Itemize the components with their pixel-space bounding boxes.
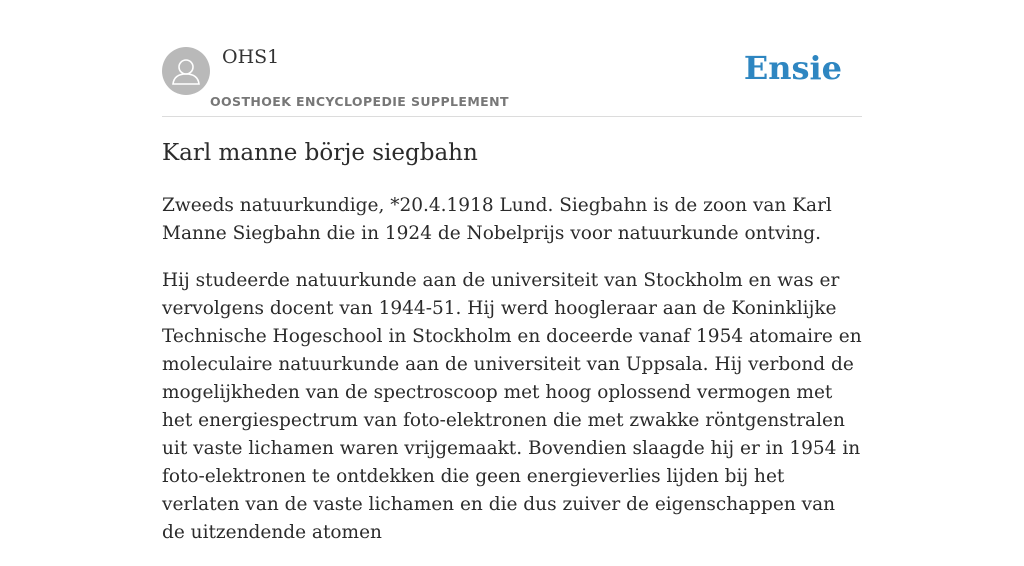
brand-logo[interactable]: Ensie	[743, 49, 842, 87]
article-body	[162, 192, 862, 566]
paragraph: Hij studeerde natuurkunde aan de universiteit van Stockholm en was er vervolgens docent van 1944-51. Hij werd hoogleraar aan de Koninklijke Technische Hogeschool in Stockholm en doceerde vanaf 1954 atomaire en moleculaire natuurkunde aan de universiteit van Uppsala. Hij verbond de mogelijkheden van de spectroscoop met hoog oplossend vermogen met het energiespectrum van foto-elektronen die met zwakke röntgenstralen uit vaste lichamen waren vrijgemaakt. Bovendien slaagde hij er in 1954 in foto-elektronen te ontdekken die geen energieverlies lijden bij het verlaten van de vaste lichamen en die dus zuiver de eigenschappen van de uitzendende atomen	[162, 270, 862, 543]
user-icon	[162, 47, 210, 95]
avatar[interactable]	[162, 47, 210, 95]
source-label[interactable]: OOSTHOEK ENCYCLOPEDIE SUPPLEMENT	[210, 94, 509, 109]
author-name[interactable]: OHS1	[222, 46, 280, 68]
page-title: Karl manne börje siegbahn	[162, 140, 478, 166]
article-page	[162, 0, 862, 543]
article-header	[162, 0, 862, 117]
paragraph: Zweeds natuurkundige, *20.4.1918 Lund. Siegbahn is de zoon van Karl Manne Siegbahn die in 1924 de Nobelprijs voor natuurkunde ontving.	[162, 195, 832, 244]
